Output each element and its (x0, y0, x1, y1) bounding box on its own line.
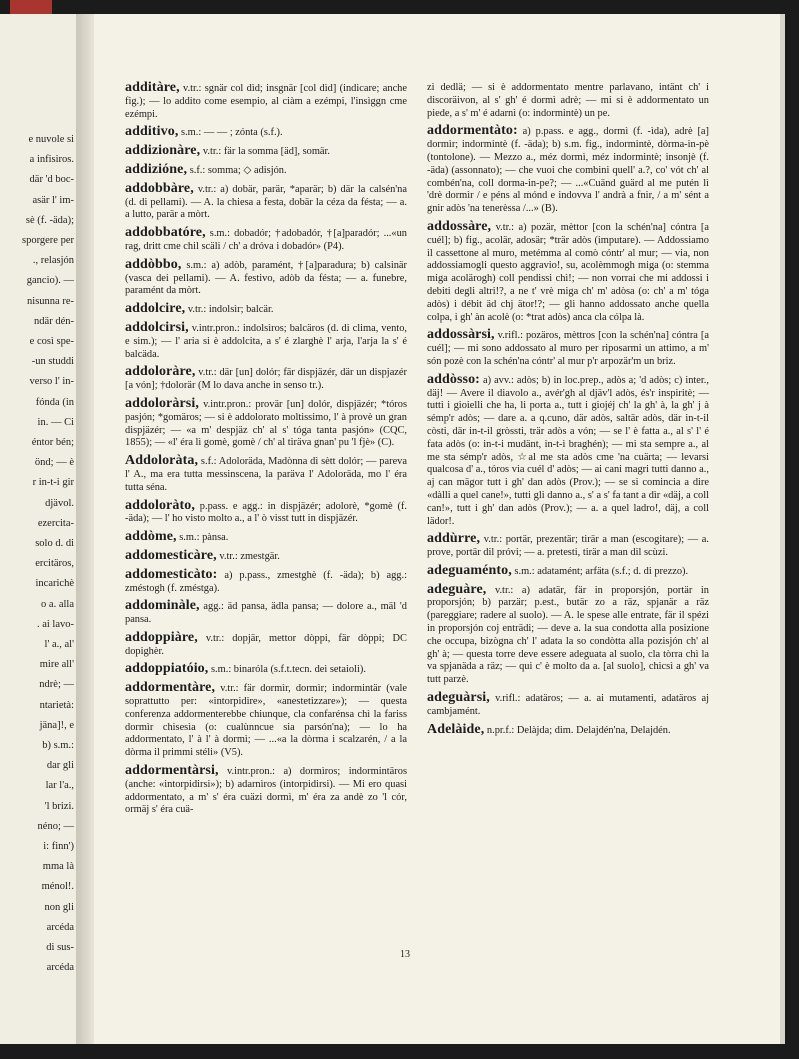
left-page-fragment: ezercita- (37, 517, 74, 529)
left-page-fragment: l' a., al' (44, 639, 74, 650)
left-page-fragment: önd; — è (34, 457, 74, 469)
entry-definition: v.tr.: a) adatär, fär in proporsjón, portär in proporsjón; b) parzär; p.est., butär zo a räz, spjanär a räz (pareggiare; radere al suolo). — A. le spese alle entrate, fär il spézi in proporsjón coj enträdi; — deve a. la sua condotta alla posizione che occupa, bizògna ch' l' adata la so condòtta alla pozisjón ch' al gh' à; — questa torre deve essere adeguata al suolo, cla tòrra chì la va spjanäda a räz; — qui c' è molto da a. [al suolo], chicsì a gh' va tutt parzè. (427, 584, 709, 686)
entry-headword: addossàrsi, (427, 327, 495, 343)
dictionary-entry (125, 303, 407, 317)
dictionary-entry (427, 562, 709, 579)
left-page-fragment: ménol!. (41, 881, 74, 893)
entry-definition: p.pass. e agg.: in dispjäzér; adolorè, *gomè (f. -äda); — l' ho visto molto a., a l' ò visst tutt in dispjäzér. (125, 500, 407, 525)
entry-definition: s.m.: binaróla (s.f.t.tecn. dei setaioli). (211, 664, 366, 676)
dictionary-entry (125, 497, 407, 527)
left-page-fragment: incarichè (35, 578, 74, 590)
dictionary-entry (125, 663, 407, 677)
dictionary-entry (427, 218, 709, 324)
column-right (427, 82, 709, 742)
entry-definition: v.rifl.: adatäros; — a. ai mutamenti, adatäros aj cambjamént. (427, 693, 709, 717)
entry-headword: addòsso: (427, 371, 480, 387)
left-page-fragment: in. — Ci (37, 416, 74, 428)
dictionary-entry (125, 366, 407, 393)
entry-headword: addobbàre, (125, 180, 194, 196)
book-gutter (76, 14, 96, 1044)
left-page-fragment: lar l'a., (45, 780, 74, 792)
dictionary-entry (427, 692, 709, 719)
entry-definition: a) p.pass., zmestghè (f. -äda); b) agg.: zméstogh (f. zméstga). (125, 569, 407, 594)
entry-headword: addominàle, (125, 598, 200, 614)
left-page-fragment: a infisiros. (29, 154, 74, 166)
entry-headword: addoppiàre, (125, 629, 198, 645)
left-page-fragment: djävol. (45, 497, 74, 509)
entry-headword: addoppiatóio, (125, 661, 209, 677)
left-page-fragment: dar gli (46, 760, 74, 772)
bookmark-tab (10, 0, 52, 14)
column-left (125, 82, 407, 822)
left-page-fragment: éntor bén; (31, 437, 74, 448)
entry-headword: Addoloràta, (125, 453, 199, 469)
left-page-fragment: solo d. di (35, 538, 74, 549)
page-number: 13 (400, 949, 410, 960)
dictionary-entry (125, 126, 407, 140)
entry-definition: v.tr.: dopjär, mettor dòppi, fär dòppi; DC dopighèr. (125, 632, 407, 657)
entry-definition: s.f.: Adoloräda, Madònna dì sètt dolór; — pareva l' A., ma era tutta messinscena, la paräva l' Adoloräda, mo l' éra tutta séna. (125, 456, 407, 493)
dictionary-entry (427, 371, 709, 529)
entry-definition: s.f.: somma; ◇ adisjón. (189, 164, 287, 176)
left-page-fragment: gancio). — (26, 275, 74, 287)
entry-headword: addizionàre, (125, 143, 201, 159)
entry-headword: addolcire, (125, 301, 186, 317)
left-page-fragment: di sus- (46, 942, 74, 953)
entry-definition: v.tr.: zmestgär. (219, 550, 280, 562)
entry-definition: v.tr.: fär dormìr, dormìr; indormintär (vale soprattutto per: «intorpidire», «anestetizzare»); — questa conferenza addormenterebbe chiunque, cla confarénsa chì la fariss dormìr chisesìa (o: cualùnncue sia parsón'na); — lo ha addormentato, l' à l' à dormì; — ...«a la dòrma i scalzarén, / a la dòrma il primmi stéli» (V5). (125, 683, 407, 759)
left-page-fragment: fónda (in (35, 396, 74, 408)
dictionary-entry (125, 547, 407, 564)
left-page-fragment: e così spe- (29, 336, 74, 347)
entry-headword: addoloràto, (125, 497, 195, 513)
left-page-fragment: mma là (42, 861, 74, 873)
left-page-fragment: nisunna re- (27, 295, 74, 307)
entry-definition: v.tr.: där [un] dolór; fär dispjäzér, där un dispjazér [a vón]; †dolorär (M lo dava anche in senso tr.). (125, 367, 407, 392)
dictionary-entry (125, 161, 407, 178)
entry-headword: addolcirsi, (125, 319, 189, 335)
left-page-fragment: arcéda (46, 921, 74, 933)
entry-definition: n.pr.f.: Delàjda; dim. Delajdén'na, Delajdén. (486, 724, 671, 736)
entry-headword: addomesticàre, (125, 547, 217, 563)
entry-headword: Adelàide, (427, 721, 485, 737)
entry-headword: adeguàrsi, (427, 690, 490, 706)
entry-headword: addossàre, (427, 218, 492, 234)
dictionary-entry (427, 581, 709, 687)
left-page-fragment: ntarietà: (39, 699, 74, 711)
left-page-fragment: e nuvole si (28, 134, 74, 145)
entry-headword: addizióne, (125, 161, 188, 177)
left-page-fragment: -un studdi (31, 356, 74, 368)
left-page-fragment: ercitäros, (35, 558, 74, 570)
dictionary-entry (427, 82, 709, 120)
left-page-fragment: 'l brizi. (44, 800, 74, 812)
dictionary-entry (125, 256, 407, 298)
dictionary-entry (125, 682, 407, 760)
left-page-fragment: sè (f. -äda); (25, 214, 74, 226)
left-page-fragment: r in-t-i gir (32, 477, 74, 489)
entry-headword: addomesticàto: (125, 566, 218, 582)
left-page-fragment: . ai lavo- (36, 618, 74, 630)
entry-definition: s.m.: a) adòb, paramént, †[a]paradura; b) calsinär (vasca dei pellami). — A. festivo, adòb da fésta; — a. funebre, paramént da mòrt. (125, 259, 407, 297)
entry-definition: v.tr.: a) dobär, parär, *aparär; b) där la calsén'na (d. di pellami). — A. la chiesa a festa, dobär la céza da fésta; — a. a lutto, parär a mòrt. (125, 183, 407, 221)
dictionary-entry (427, 125, 709, 216)
left-page-fragment: mire all' (39, 659, 74, 671)
dictionary-entry (125, 227, 407, 254)
left-page-fragment: ndär dén- (34, 315, 74, 327)
left-page-fragment: o a. alla (41, 598, 74, 610)
left-page-fragment: där 'd boc- (29, 174, 74, 186)
dictionary-entry (125, 455, 407, 494)
entry-definition: a) p.pass. e agg., dormì (f. -ìda), adrè [a] dormìr; indormintè (f. -äda); b) s.m. fig., indormintè, dòrma-in-pè (tontolone). — Mezzo a., méz dormì, méz indormintè; insonjè (f. -äda) (assonnato); — che vuoi che combini quell' a.?, co' vót ch' al combén'na, coll dorma-in-pe?; — ...«Cuänd guärd al me putén lì 'drè dormìr / e péns al mónd e indovva l' andrà a fnir, / a m' sént a gnir adòs 'na tenerèssa /...» (B). (427, 126, 709, 215)
dictionary-entry (125, 531, 407, 545)
entry-definition: v.tr.: fär la somma [äd], somär. (202, 146, 330, 158)
entry-headword: addùrre, (427, 531, 481, 547)
dictionary-entry (125, 319, 407, 361)
left-page-fragment: i: finn') (43, 841, 74, 852)
entry-definition: s.m.: adatamént; arfäta (s.f.; d. di prezzo). (514, 565, 689, 577)
left-page-fragment: verso l' in- (29, 376, 74, 388)
entry-headword: addoloràrsi, (125, 395, 199, 411)
entry-headword: addormentàre, (125, 680, 216, 696)
dictionary-entry (125, 765, 407, 817)
left-page-fragment: sporgere per (22, 235, 74, 246)
entry-headword: addoloràre, (125, 364, 196, 380)
left-page-fragment: arcéda (46, 962, 74, 974)
entry-headword: addòbbo, (125, 256, 182, 272)
dictionary-entry (125, 600, 407, 627)
left-page-fragment: asär l' im- (32, 194, 74, 206)
entry-definition: v.tr.: indolsìr; balcär. (187, 304, 274, 316)
left-page-fragment: néno; — (37, 820, 74, 832)
page-edge (780, 14, 785, 1044)
entry-definition: v.intr.pron.: a) dormìros; indormintäros (anche: «intorpidirsi»); b) adarnìros (intorpidirsi). — Mi ero quasi addormentato, a m' s' éra cuäzi dormì, m' éra za andè zo 'l cór, ormäj s' éra cuä- (125, 766, 407, 816)
entry-headword: additàre, (125, 80, 180, 95)
dictionary-entry (125, 145, 407, 159)
dictionary-entry (125, 629, 407, 659)
entry-headword: addormentàto: (427, 123, 518, 139)
entry-headword: addòme, (125, 529, 177, 545)
entry-definition: zi dedlä; — si è addormentato mentre parlavano, intänt ch' i discoräivon, al s' gh' é dormì adrè; — mi si è addormentato un piede, a s' m' é adarnì (o: indormintè) un pe. (427, 82, 709, 119)
dictionary-entry (427, 533, 709, 560)
dictionary-entry (125, 566, 407, 596)
entry-definition: v.tr.: portär, prezentär; tirär a man (escogitare); — a. prove, portär dil próvi; — a. pretesti, tirär a man dil scùzi. (427, 534, 709, 559)
entry-definition: agg.: äd pansa, ädla pansa; — dolore a., mäl 'd pansa. (125, 601, 407, 626)
entry-definition: v.rifl.: pozäros, mèttros [con la schén'na] cóntra [a cuél]; — mi sono addossato al muro per riposarmi un attimo, a m' són pozè con la schén'na cóntr' al mur p'r arpozär'm un briz. (427, 330, 709, 367)
left-page-fragment: ., relasjón (32, 255, 74, 267)
dictionary-entry (427, 721, 709, 738)
left-page-fragment: jäna]!, e (39, 719, 74, 731)
left-page-fragment: ndrè; — (39, 679, 74, 691)
entry-definition: v.tr.: a) pozär, mèttor [con la schén'na] cóntra [a cuél]; b) fig., acolär, adosär; *trär adòs (imputare). — Addossiamo il cassettone al muro, metémma al comò cóntr' al mur; — via, non addossiamogli questo aggravio!, su, acolèmmogh miga (o: stemma miga acolärogh) coll pendissi chì!; — non vorrai che mi addossi i debiti degli altri!?, a ne t' vrè miga ch' m' adòsa (o: ch' a m' tóga adòs) i débit äd chj ätor!?; — gli hanno addossato anche quella colpa, i gh' àn acolè (o: *trat adòs) anca cla cólpa là. (427, 221, 709, 323)
entry-definition: a) avv.: adòs; b) in loc.prep., adòs a; 'd adòs; c) inter., däj! — Avere il diavolo a., avér'gh al djäv'l adòs, és'r inspiritè; — tutti i gioielli che ha, li porta a., tutt i giojéj ch' la gh' à, la gh' j à sémp'r adòs; — dare a. a q.cuno, där adòs, saltär adòs, där in-t-il còsti, där in-t-il gròssti, trär adòs a vón; — se l' è fatta a., al s' l' é fata adòs (o: in-t-i mudänt, in-t-i braghén); — mi sta sempre a., al me sta sémp'r adòs, ☆al me sta adòs cme 'na cuärta; — levarsi qualcosa d' a., tóros via cuél d' adòs; — ai cani magri tutti danno a., aj can mägor tutt i gh' dan adòs (Prov.); — se si comincia a dire «dàlli a quel cane!», tutti gli danno a., s' a s' fa tant a dìr «däj, a coll can!», tutt i gh' dan adòs (Prov.); — a. a quel ladro!, däj, a coll lädor!. (427, 374, 709, 527)
entry-headword: adeguàre, (427, 581, 487, 597)
dictionary-entry (427, 329, 709, 368)
entry-headword: addobbatóre, (125, 225, 206, 241)
left-page-edge (0, 14, 78, 1044)
entry-definition: s.m.: — — ; zónta (s.f.). (181, 127, 283, 139)
dictionary-entry (125, 82, 407, 121)
entry-headword: additivo, (125, 124, 179, 140)
entry-definition: v.tr.: sgnär col dìd; insgnär [col dìd] (indicare; anche fig.); — lo addito come esempio, al ciàm a ezémpi, l'insìggn cme ezémpi. (125, 83, 407, 120)
entry-headword: addormentàrsi, (125, 763, 219, 779)
left-page-fragment: b) s.m.: (42, 740, 74, 751)
entry-definition: v.intr.pron.: provär [un] dolór, dispjäzér; *tóros pasjón; *gomäros; — si è addolorato moltissimo, l' à provè un gran dispjäzér; — «a m' despjäz ch' al s' tóga tanta pasjón» (CQC, 1855); — «l' éra lì gomè, gomè / ch' al tiräva gnan' pu 'l fjè» (C). (125, 398, 408, 449)
entry-definition: s.m.: dobadór; †adobadór, †[a]paradór; ...«un rag, dritt cme chil scäli / ch' a dróva i dobadór» (P4). (125, 228, 407, 252)
entry-definition: v.intr.pron.: indolsìros; balcäros (d. di clima, vento, e sim.); — l' aria si è addolcita, a s' é zlarghè l' arja, l'arja la s' é balcäda. (125, 322, 407, 360)
entry-headword: adeguaménto, (427, 562, 512, 578)
left-page-fragment: non gli (44, 901, 74, 913)
dictionary-entry (125, 395, 408, 450)
entry-definition: s.m.: pànsa. (179, 532, 229, 544)
dictionary-entry (125, 180, 407, 222)
